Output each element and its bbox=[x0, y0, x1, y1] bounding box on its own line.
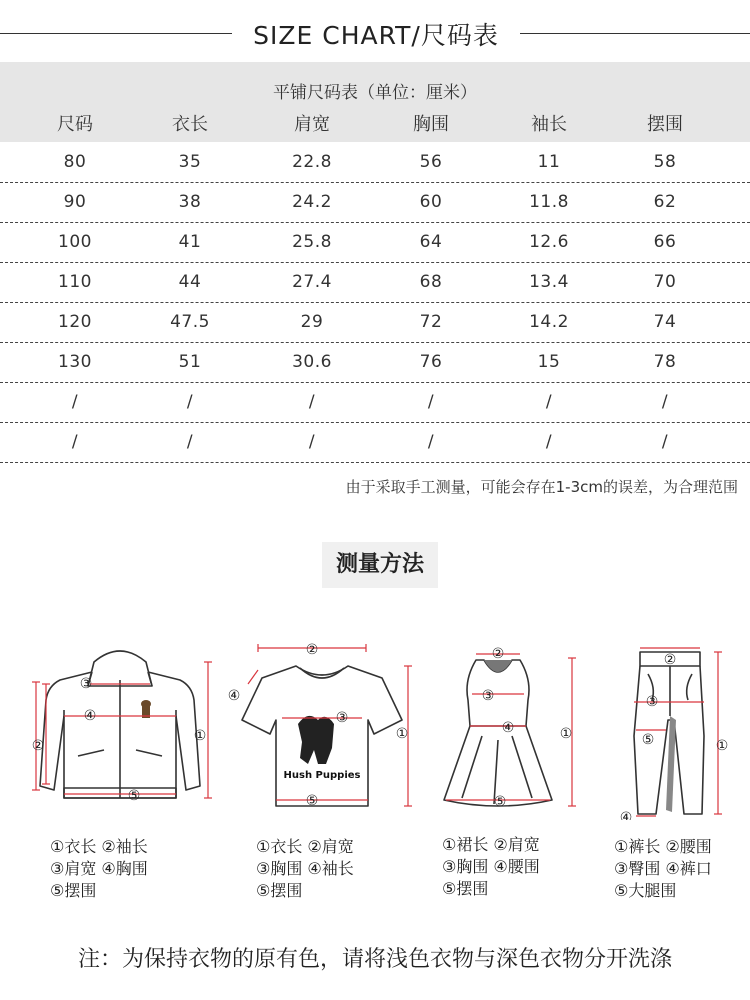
title-divider-left bbox=[0, 33, 232, 34]
tshirt-marker-3: ③ bbox=[335, 710, 349, 726]
table-cell: 51 bbox=[178, 352, 202, 372]
dress-marker-2: ② bbox=[491, 646, 505, 662]
table-cell: / bbox=[186, 392, 194, 412]
jacket-legend-line: ③肩宽 ④胸围 bbox=[50, 859, 148, 878]
table-cell: 56 bbox=[419, 152, 443, 172]
table-cell: 68 bbox=[419, 272, 443, 292]
pants-diagram bbox=[612, 640, 742, 820]
dress-marker-1: ① bbox=[559, 726, 573, 742]
table-row bbox=[0, 222, 750, 263]
tshirt-diagram bbox=[222, 640, 422, 820]
table-cell: 78 bbox=[653, 352, 677, 372]
pants-legend-line: ③臀围 ④裤口 bbox=[614, 859, 712, 878]
pants-marker-2: ② bbox=[663, 652, 677, 668]
table-cell: 11 bbox=[537, 152, 561, 172]
table-cell: 27.4 bbox=[292, 272, 332, 292]
table-cell: / bbox=[545, 392, 553, 412]
table-cell: / bbox=[427, 392, 435, 412]
table-cell: 14.2 bbox=[529, 312, 569, 332]
table-cell: 80 bbox=[63, 152, 87, 172]
dress-marker-3: ③ bbox=[481, 688, 495, 704]
table-cell: / bbox=[661, 432, 669, 452]
pants-legend-line: ⑤大腿围 bbox=[614, 881, 677, 900]
table-cell: 90 bbox=[63, 192, 87, 212]
tshirt-marker-1: ① bbox=[395, 726, 409, 742]
table-cell: 110 bbox=[58, 272, 92, 292]
table-row bbox=[0, 342, 750, 383]
table-cell: 72 bbox=[419, 312, 443, 332]
dress-marker-5: ⑤ bbox=[493, 794, 507, 810]
table-cell: / bbox=[308, 392, 316, 412]
dress-legend bbox=[442, 834, 540, 900]
table-cell: 100 bbox=[58, 232, 92, 252]
table-cell: 13.4 bbox=[529, 272, 569, 292]
jacket-illustration bbox=[20, 640, 220, 820]
dress-legend-line: ①裙长 ②肩宽 bbox=[442, 835, 540, 854]
pants-marker-1: ① bbox=[715, 738, 729, 754]
table-cell: / bbox=[71, 432, 79, 452]
measure-method-title: 测量方法 bbox=[335, 552, 424, 577]
tshirt-legend-line: ③胸围 ④袖长 bbox=[256, 859, 354, 878]
jacket-marker-5: ⑤ bbox=[127, 788, 141, 804]
table-cell: 12.6 bbox=[529, 232, 569, 252]
table-cell: 25.8 bbox=[292, 232, 332, 252]
dress-marker-4: ④ bbox=[501, 720, 515, 736]
table-cell: / bbox=[427, 432, 435, 452]
column-header-chest: 胸围 bbox=[413, 114, 449, 135]
table-subtitle: 平铺尺码表（单位：厘米） bbox=[273, 83, 477, 103]
table-row bbox=[0, 142, 750, 183]
table-cell: 130 bbox=[58, 352, 92, 372]
dress-illustration bbox=[432, 640, 592, 820]
title-divider-right bbox=[520, 33, 750, 34]
table-cell: / bbox=[661, 392, 669, 412]
table-cell: 70 bbox=[653, 272, 677, 292]
table-cell: 60 bbox=[419, 192, 443, 212]
column-header-length: 衣长 bbox=[172, 114, 208, 135]
table-cell: / bbox=[545, 432, 553, 452]
size-chart-header bbox=[0, 0, 750, 62]
table-cell: 30.6 bbox=[292, 352, 332, 372]
jacket-diagram bbox=[20, 640, 220, 820]
table-cell: 74 bbox=[653, 312, 677, 332]
jacket-marker-3: ③ bbox=[79, 676, 93, 692]
tshirt-marker-4: ④ bbox=[227, 688, 241, 704]
table-cell: / bbox=[71, 392, 79, 412]
tshirt-illustration bbox=[222, 640, 422, 820]
dress-legend-line: ⑤摆围 bbox=[442, 879, 489, 898]
measurement-note: 由于采取手工测量，可能会存在1-3cm的误差，为合理范围 bbox=[345, 478, 738, 496]
page-title: SIZE CHART/尺码表 bbox=[253, 21, 499, 50]
column-header-hem: 摆围 bbox=[647, 114, 683, 135]
table-cell: 35 bbox=[178, 152, 202, 172]
size-table-header bbox=[0, 62, 750, 142]
table-cell: 38 bbox=[178, 192, 202, 212]
dress-legend-line: ③胸围 ④腰围 bbox=[442, 857, 540, 876]
jacket-legend-line: ①衣长 ②袖长 bbox=[50, 837, 148, 856]
table-cell: / bbox=[186, 432, 194, 452]
table-cell: / bbox=[308, 432, 316, 452]
pants-legend bbox=[614, 836, 712, 902]
table-cell: 76 bbox=[419, 352, 443, 372]
table-cell: 66 bbox=[653, 232, 677, 252]
table-row bbox=[0, 262, 750, 303]
tshirt-legend-line: ①衣长 ②肩宽 bbox=[256, 837, 354, 856]
table-row bbox=[0, 302, 750, 343]
table-cell: 22.8 bbox=[292, 152, 332, 172]
pants-marker-5: ⑤ bbox=[641, 732, 655, 748]
dress-diagram bbox=[432, 640, 592, 820]
column-header-shoulder: 肩宽 bbox=[294, 114, 330, 135]
table-cell: 62 bbox=[653, 192, 677, 212]
table-cell: 29 bbox=[300, 312, 324, 332]
table-cell: 44 bbox=[178, 272, 202, 292]
washing-note: 注：为保持衣物的原有色，请将浅色衣物与深色衣物分开洗涤 bbox=[77, 947, 672, 972]
tshirt-marker-5: ⑤ bbox=[305, 793, 319, 809]
tshirt-legend bbox=[256, 836, 354, 902]
jacket-marker-1: ① bbox=[193, 728, 207, 744]
column-header-sleeve: 袖长 bbox=[531, 114, 567, 135]
table-cell: 15 bbox=[537, 352, 561, 372]
table-row bbox=[0, 182, 750, 223]
pants-illustration bbox=[612, 640, 742, 820]
table-cell: 58 bbox=[653, 152, 677, 172]
measure-method-heading bbox=[322, 542, 438, 588]
table-cell: 120 bbox=[58, 312, 92, 332]
column-header-size: 尺码 bbox=[57, 114, 93, 135]
pants-marker-3: ③ bbox=[645, 694, 659, 710]
table-cell: 64 bbox=[419, 232, 443, 252]
table-row bbox=[0, 382, 750, 423]
jacket-marker-2: ② bbox=[31, 738, 45, 754]
table-row bbox=[0, 422, 750, 463]
jacket-legend bbox=[50, 836, 148, 902]
jacket-marker-4: ④ bbox=[83, 708, 97, 724]
pants-legend-line: ①裤长 ②腰围 bbox=[614, 837, 712, 856]
tshirt-marker-2: ② bbox=[305, 642, 319, 658]
pants-marker-4: ④ bbox=[619, 810, 633, 820]
tshirt-brand: Hush Puppies bbox=[283, 770, 361, 781]
table-cell: 47.5 bbox=[170, 312, 210, 332]
tshirt-legend-line: ⑤摆围 bbox=[256, 881, 303, 900]
table-cell: 11.8 bbox=[529, 192, 569, 212]
jacket-legend-line: ⑤摆围 bbox=[50, 881, 97, 900]
table-cell: 24.2 bbox=[292, 192, 332, 212]
table-cell: 41 bbox=[178, 232, 202, 252]
